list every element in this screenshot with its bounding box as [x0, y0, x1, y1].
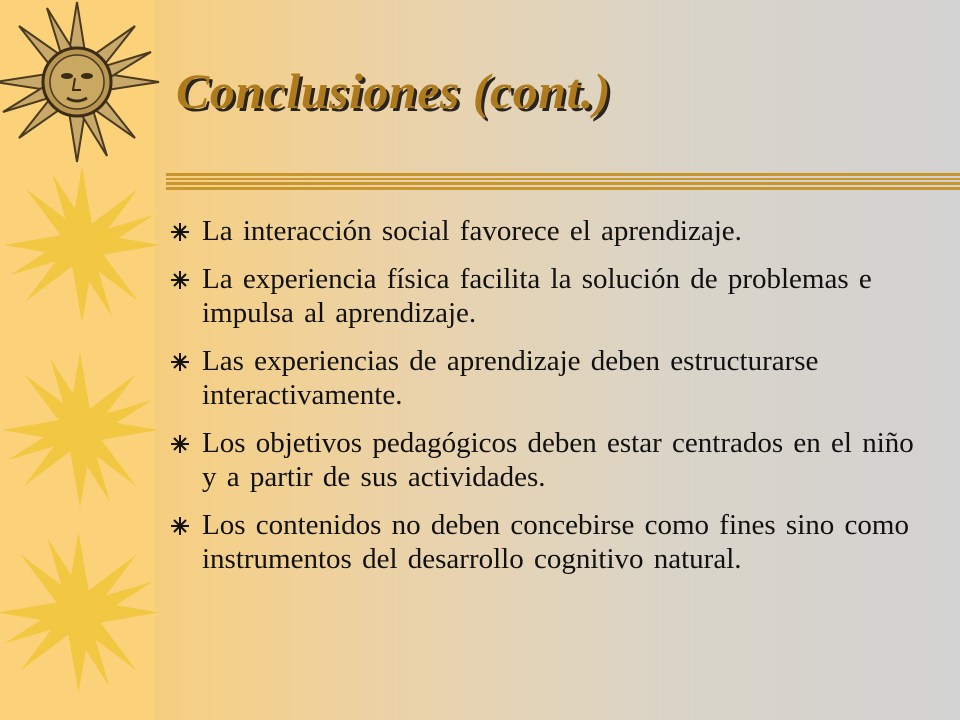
sun-face-icon — [0, 0, 162, 165]
bullet-text: La experiencia física facilita la solución de problemas e impulsa al aprendizaje. — [202, 263, 872, 329]
star-bullet-icon — [170, 434, 190, 454]
bullet-text: La interacción social favorece el aprendizaje. — [202, 215, 742, 247]
bullet-item — [168, 344, 928, 412]
bullet-list — [168, 214, 928, 590]
bullet-item — [168, 426, 928, 494]
bullet-text: Las experiencias de aprendizaje deben estructurarse interactivamente. — [202, 345, 819, 411]
star-bullet-icon — [170, 352, 190, 372]
title-divider — [166, 173, 960, 190]
bullet-item — [168, 214, 928, 248]
star-bullet-icon — [170, 270, 190, 290]
bullet-item — [168, 262, 928, 330]
bullet-item — [168, 508, 928, 576]
star-bullet-icon — [170, 222, 190, 242]
sun-icon — [2, 165, 162, 325]
bullet-text: Los contenidos no deben concebirse como fines sino como instrumentos del desarrollo cognitivo natural. — [202, 509, 909, 575]
sun-icon — [0, 350, 160, 510]
star-bullet-icon — [170, 516, 190, 536]
sun-icon — [0, 530, 161, 695]
slide-title: Conclusiones (cont.) — [176, 63, 612, 119]
bullet-text: Los objetivos pedagógicos deben estar centrados en el niño y a partir de sus actividades. — [202, 427, 914, 493]
